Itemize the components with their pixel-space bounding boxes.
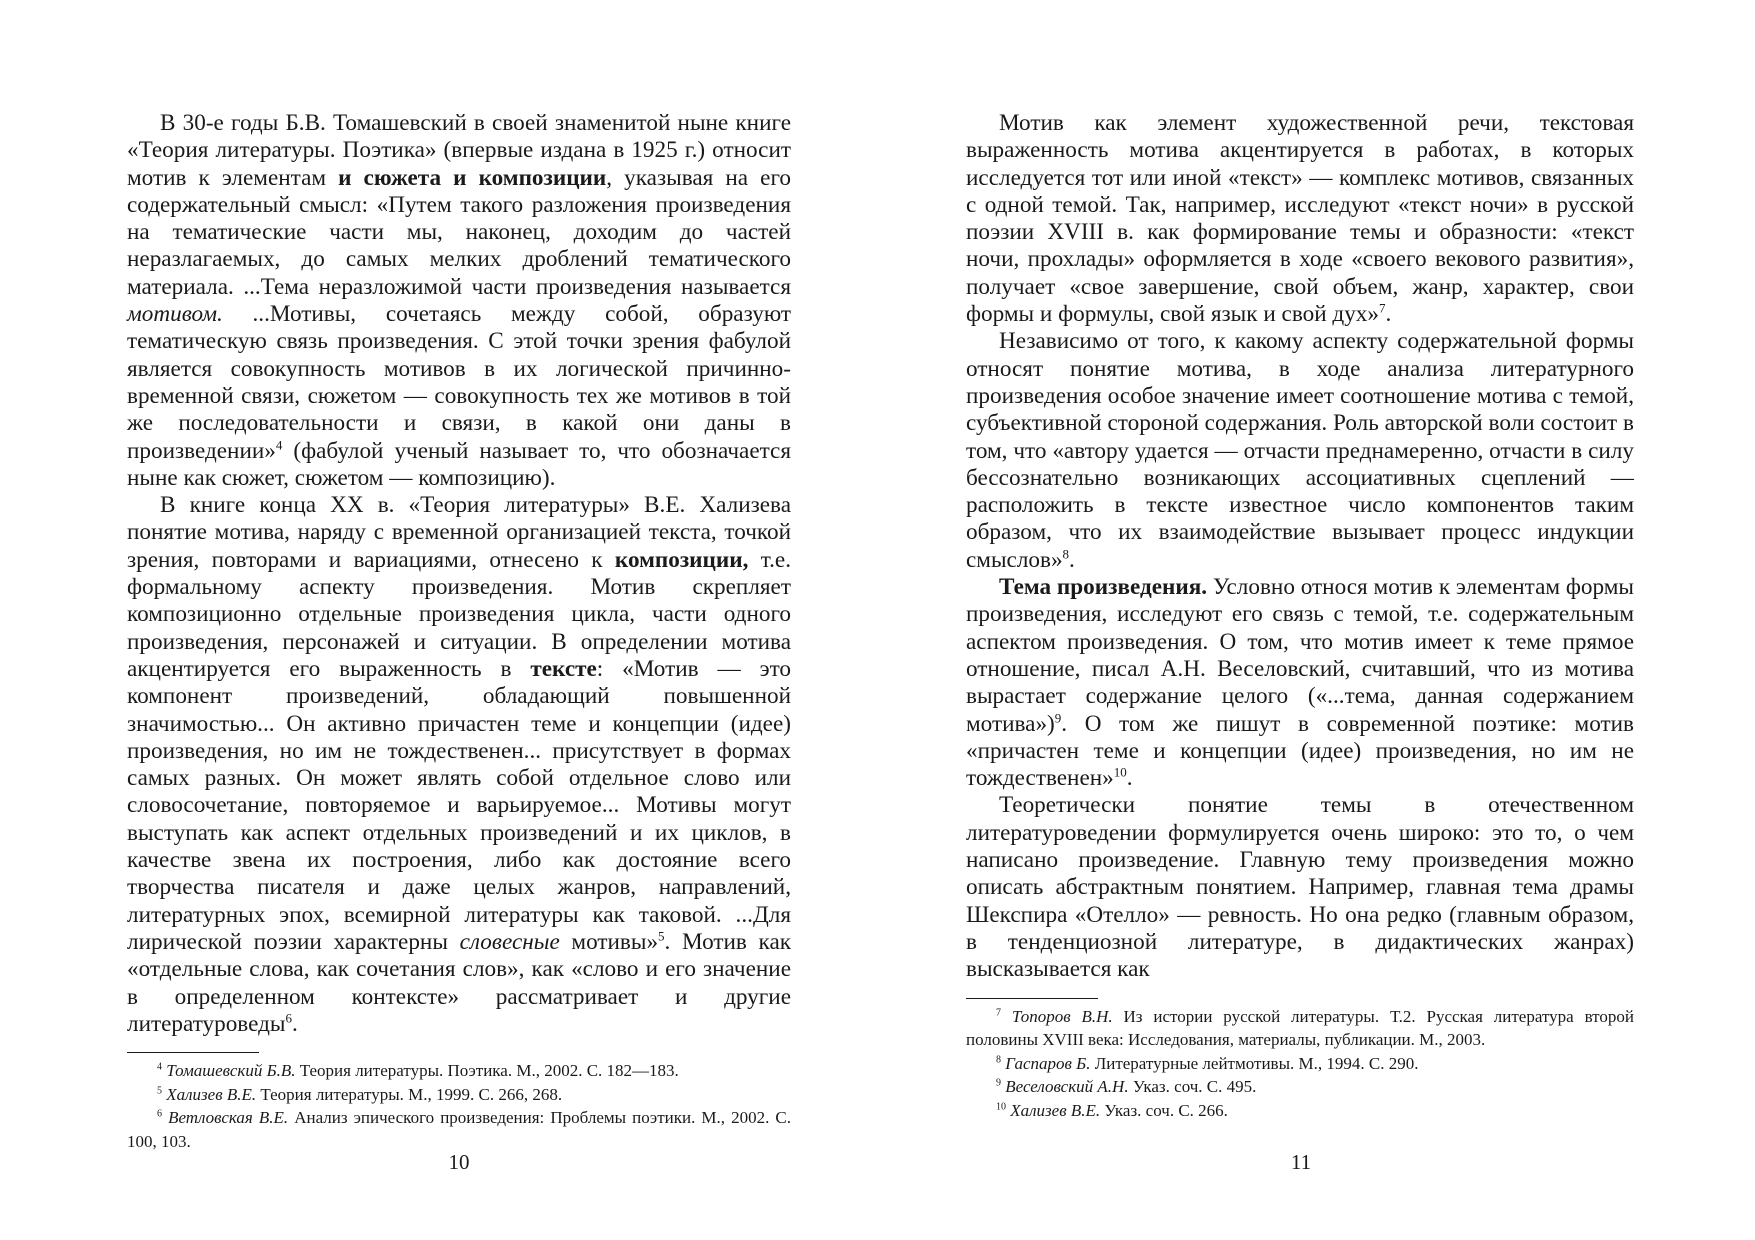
text-run: Из истории русской литературы. Т.2. Русская литература второй половины XVIII века: Исследования, материалы, публикации. М., 2003. (966, 1006, 1634, 1049)
paragraph (127, 492, 791, 1038)
text-run: . (291, 1010, 298, 1037)
text-run: мотивы» (559, 928, 659, 955)
italic-term: Топоров В.Н. (1011, 1006, 1113, 1026)
footnote-ref: 8 (996, 1053, 1001, 1065)
text-run: Условно относя мотив к элементам формы произведения, исследуют его связь с темой, т.е. содержательным аспектом произведения. О том, что мотив имеет к теме прямое отношение, писал А.Н. Веселовский, считавший, что из мотива вырастает содержание целого («...тема, данная содержанием мотива») (966, 574, 1634, 737)
footnote-ref: 10 (996, 1100, 1006, 1112)
left-page-body (127, 110, 791, 1038)
text-run: . (1385, 301, 1392, 328)
text-run: Теория литературы. Поэтика. М., 2002. С. 182—183. (295, 1061, 679, 1081)
footnote-ref: 5 (157, 1084, 162, 1096)
footnote-ref: 9 (1054, 709, 1062, 725)
footnote-ref: 10 (1113, 764, 1127, 780)
text-run: . (1069, 546, 1075, 573)
paragraph (966, 110, 1634, 328)
text-run: ...Мотивы, сочетаясь между собой, образуют тематическую связь произведения. С этой точки зрения фабулой является совокупность мотивов в их логической причинно-временной связи, сюжетом — совокупность тех же мотивов в той же последовательности и связи, в какой они даны в произведении» (127, 301, 791, 464)
italic-term: Томашевский Б.В. (166, 1061, 296, 1081)
text-run: Теория литературы. М., 1999. С. 266, 268. (256, 1084, 563, 1104)
text-run: Теоретически понятие темы в отечественном литературоведении формулируется очень широко: это то, о чем написано произведение. Главную тему произведения можно описать абстрактным понятием. Например, главная тема драмы Шекспира «Отелло» — ревность. Но она редко (главным образом, в тенденциозной литературе, в дидактических жанрах) высказывается как (966, 792, 1634, 983)
right-footnotes (966, 998, 1634, 1123)
footnote (127, 1059, 791, 1083)
text-run: : «Мотив — это компонент произведений, обладающий повышенной значимостью... Он активно причастен теме и концепции (идее) произведения, но им не тождественен... присутствует в формах самых разных. Он может являть собой отдельное слово или словосочетание, повторяемое и варьируемое... Мотивы могут выступать как аспект отдельных произведений и их циклов, в качестве звена их построения, либо как достояние всего творчества писателя и даже целых жанров, направлений, литературных эпох, всемирной литературы как таковой. ...Для лирической поэзии характерны (127, 655, 792, 955)
italic-term: Веселовский А.Н. (1005, 1077, 1129, 1096)
footnote-ref: 5 (658, 928, 665, 944)
left-footnotes (127, 1052, 791, 1153)
footnote-rule (127, 1052, 259, 1053)
italic-term: Ветловская В.Е. (168, 1108, 289, 1128)
footnote-ref: 7 (1378, 300, 1386, 316)
footnote-ref: 9 (996, 1077, 1001, 1089)
text-run: Независимо от того, к какому аспекту содержательной формы относят понятие мотива, в ходе анализа литературного произведения особое значение имеет соотношение мотива с темой, субъективной стороной содержания. Роль авторской воли состоит в том, что «автору удается — отчасти преднамеренно, отчасти в силу бессознательно возникающих ассоциативных сцеплений — расположить в тексте известное число компонентов таким образом, что их взаимодействие вызывает процесс индукции смыслов» (966, 328, 1634, 573)
text-run: Мотив как элемент художественной речи, текстовая выраженность мотива акцентируется в работах, в которых исследуется тот или иной «текст» — комплекс мотивов, связанных с одной темой. Так, например, исследуют «текст ночи» в русской поэзии XVIII в. как формирование темы и образности: «текст ночи, прохлады» оформляется в ходе «своего векового развития», получает «свое завершение, свой объем, жанр, характер, свои формы и формулы, свой язык и свой дух» (966, 110, 1634, 328)
italic-term: словесные (459, 928, 560, 955)
footnote-ref: 6 (157, 1108, 162, 1120)
bold-term: Тема произведения. (999, 574, 1208, 601)
text-run: Указ. соч. С. 495. (1128, 1077, 1257, 1096)
italic-term: Хализев В.Е. (1010, 1100, 1101, 1120)
text-run: (фабулой ученый называет то, что обозначается ныне как сюжет, сюжетом — композицию). (127, 437, 791, 491)
left-page (127, 110, 791, 1153)
paragraph (966, 328, 1634, 574)
paragraph (966, 574, 1634, 792)
footnote-ref: 7 (996, 1006, 1001, 1018)
left-footnote-list (127, 1059, 791, 1153)
text-run: т.е. формальному аспекту произведения. Мотив скрепляет композиционно отдельные произведения цикла, части одного произведения, персонажей и ситуации. В определении мотива акцентируется его выраженность в (127, 546, 792, 682)
italic-term: Гаспаров Б. (1005, 1053, 1091, 1073)
italic-term: мотивом. (127, 301, 223, 328)
footnote (966, 1099, 1634, 1123)
right-page-body (966, 110, 1634, 984)
bold-term: и сюжета и композиции (338, 164, 607, 191)
footnote (966, 1075, 1634, 1099)
italic-term: Хализев В.Е. (166, 1084, 257, 1104)
left-page-number: 10 (448, 1150, 470, 1174)
footnote-ref: 4 (157, 1061, 162, 1073)
footnote-rule (966, 998, 1098, 999)
text-run: . (1126, 765, 1133, 792)
text-run (1001, 1007, 1012, 1026)
footnote (127, 1083, 791, 1107)
paragraph (966, 792, 1634, 983)
footnote (966, 1005, 1634, 1052)
footnote-ref: 6 (285, 1010, 292, 1026)
right-footnote-list (966, 1005, 1634, 1123)
footnote (966, 1052, 1634, 1076)
text-run: Литературные лейтмотивы. М., 1994. С. 290. (1090, 1053, 1419, 1073)
footnote (127, 1106, 791, 1153)
text-run: , указывая на его содержательный смысл: «Путем такого разложения произведения на тематические части мы, наконец, доходим до частей неразлагаемых, до самых мелких дроблений тематического материала. ...Тема неразложимой части произведения называется (127, 164, 791, 300)
text-run: Указ. соч. С. 266. (1100, 1100, 1228, 1120)
text-run: Анализ эпического произведения: Проблемы поэтики. М., 2002. С. 100, 103. (127, 1108, 791, 1151)
footnote-ref: 8 (1062, 546, 1070, 562)
footnote-ref: 4 (275, 436, 283, 452)
paragraph (127, 110, 791, 492)
text-run: В книге конца XX в. «Теория литературы» В.Е. Хализева понятие мотива, наряду с временной организацией текста, точкой зрения, повторами и вариациями, отнесено к (127, 492, 791, 573)
right-page (966, 110, 1634, 1122)
bold-term: тексте (530, 655, 597, 682)
text-run: . О том же пишут в современной поэтике: мотив «причастен теме и концепции (идее) произведения, но им не тождественен» (966, 710, 1634, 792)
bold-term: композиции, (614, 546, 749, 573)
text-run: В 30-е годы Б.В. Томашевский в своей знаменитой ныне книге «Теория литературы. Поэтика» (впервые издана в 1925 г.) относит мотив к элементам (127, 110, 791, 191)
right-page-number: 11 (1290, 1150, 1312, 1174)
text-run: . Мотив как «отдельные слова, как сочетания слов», как «слово и его значение в определенном контексте» рассматривает и другие литературоведы (127, 928, 792, 1037)
